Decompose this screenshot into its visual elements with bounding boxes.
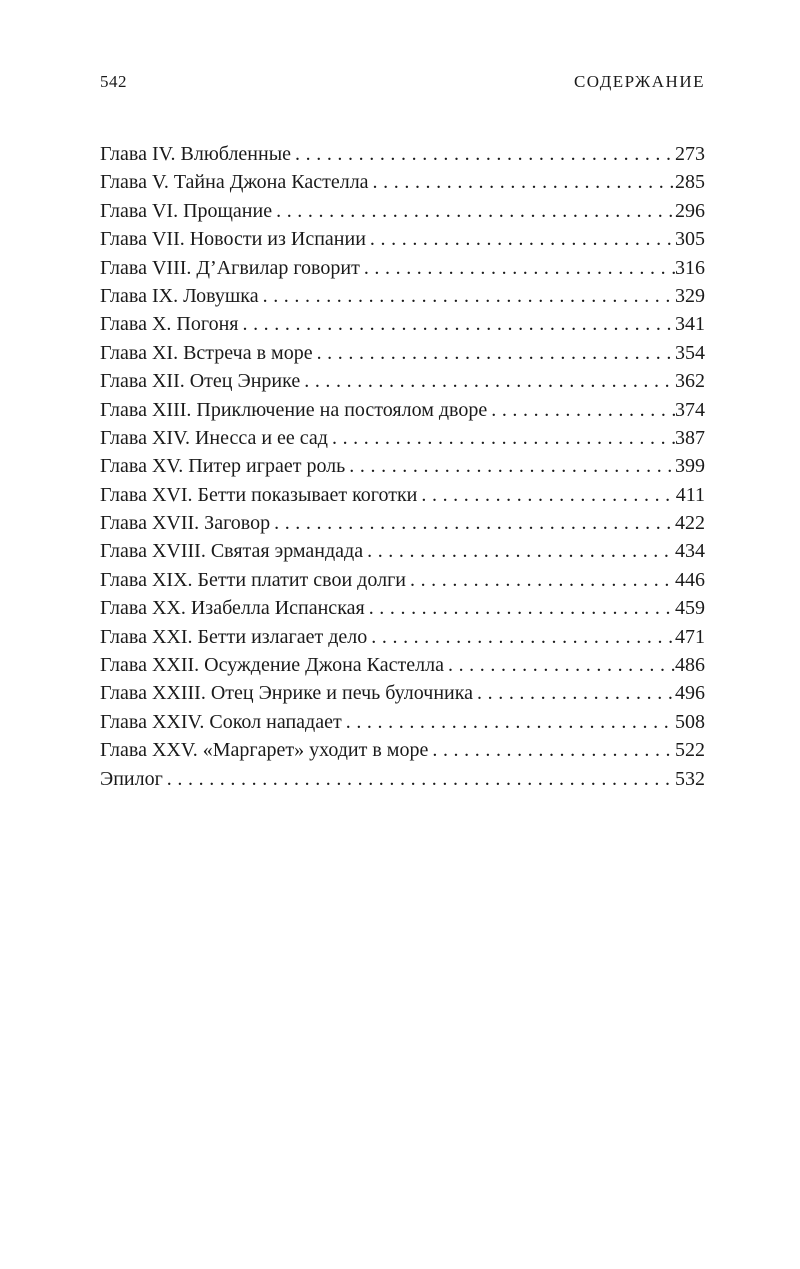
toc-entry-page: 446: [675, 568, 705, 591]
dot-leader: [276, 197, 675, 225]
toc-entry: [100, 679, 705, 707]
toc-entry-title: Глава X. Погоня: [100, 313, 239, 336]
toc-entry-title: Глава VII. Новости из Испании: [100, 228, 366, 251]
toc-entry-title: Глава XVI. Бетти показывает коготки: [100, 483, 418, 506]
toc-entry-page: 354: [675, 341, 705, 364]
dot-leader: [317, 339, 675, 367]
toc-entry: [100, 452, 705, 480]
toc-entry-page: 305: [675, 228, 705, 251]
toc-entry-page: 459: [675, 597, 705, 620]
toc-entry-page: 508: [675, 710, 705, 733]
toc-entry-title: Глава XXIV. Сокол нападает: [100, 710, 342, 733]
toc-entry: [100, 509, 705, 537]
toc-entry: [100, 594, 705, 622]
toc-entry: [100, 424, 705, 452]
toc-entry: [100, 708, 705, 736]
toc-entry: [100, 168, 705, 196]
toc-entry: [100, 765, 705, 793]
dot-leader: [410, 566, 675, 594]
dot-leader: [274, 509, 675, 537]
dot-leader: [346, 708, 675, 736]
dot-leader: [304, 367, 675, 395]
toc-entry-title: Глава XXII. Осуждение Джона Кастелла: [100, 654, 444, 677]
toc-entry: [100, 225, 705, 253]
dot-leader: [367, 537, 675, 565]
toc-entry: [100, 367, 705, 395]
toc-entry-page: 422: [675, 512, 705, 535]
toc-entry-page: 374: [675, 398, 705, 421]
toc-entry-title: Глава VIII. Д’Агвилар говорит: [100, 256, 360, 279]
toc-entry-title: Глава XV. Питер играет роль: [100, 455, 346, 478]
toc-entry-page: 411: [675, 483, 705, 506]
toc-entry: [100, 396, 705, 424]
dot-leader: [349, 452, 675, 480]
toc-entry-title: Глава XXIII. Отец Энрике и печь булочника: [100, 682, 474, 705]
toc-entry: [100, 140, 705, 168]
toc-entry-title: Глава XIII. Приключение на постоялом дворе: [100, 398, 488, 421]
toc-entry-title: Глава XVIII. Святая эрмандада: [100, 540, 364, 563]
toc-entry-page: 486: [675, 654, 705, 677]
toc-entry-title: Глава XXI. Бетти излагает дело: [100, 625, 368, 648]
dot-leader: [295, 140, 675, 168]
toc-entry-page: 329: [675, 284, 705, 307]
toc-entry-page: 341: [675, 313, 705, 336]
toc-entry-page: 387: [675, 426, 705, 449]
dot-leader: [167, 765, 675, 793]
dot-leader: [242, 310, 675, 338]
toc-entry: [100, 537, 705, 565]
toc-entry: [100, 566, 705, 594]
dot-leader: [421, 481, 675, 509]
toc-entry-page: 434: [675, 540, 705, 563]
toc-entry: [100, 736, 705, 764]
toc-entry-page: 532: [675, 767, 705, 790]
toc-entry-title: Глава XX. Изабелла Испанская: [100, 597, 365, 620]
toc-entry-title: Глава XIX. Бетти платит свои долги: [100, 568, 406, 591]
page-number: 542: [100, 72, 127, 91]
toc-entry-page: 273: [675, 143, 705, 165]
toc-entry: [100, 623, 705, 651]
toc-entry-page: 496: [675, 682, 705, 705]
dot-leader: [477, 679, 675, 707]
toc-entry-page: 296: [675, 199, 705, 222]
toc-entry-title: Глава XIV. Инесса и ее сад: [100, 426, 328, 449]
toc-entry-page: 285: [675, 171, 705, 194]
toc-entry: [100, 282, 705, 310]
dot-leader: [373, 168, 675, 196]
toc-entry-title: Глава XII. Отец Энрике: [100, 370, 301, 393]
dot-leader: [370, 225, 675, 253]
dot-leader: [263, 282, 675, 310]
toc-entry-title: Глава IV. Влюбленные: [100, 143, 292, 165]
toc-entry-title: Глава V. Тайна Джона Кастелла: [100, 171, 369, 194]
dot-leader: [448, 651, 675, 679]
toc-entry-title: Эпилог: [100, 767, 163, 790]
toc-entry: [100, 254, 705, 282]
table-of-contents: [100, 140, 705, 793]
toc-entry-page: 399: [675, 455, 705, 478]
dot-leader: [491, 396, 675, 424]
toc-entry-title: Глава XI. Встреча в море: [100, 341, 313, 364]
toc-entry-page: 316: [675, 256, 705, 279]
dot-leader: [371, 623, 675, 651]
running-head-title: СОДЕРЖАНИЕ: [573, 72, 705, 91]
toc-entry: [100, 197, 705, 225]
running-head: [100, 72, 705, 92]
toc-entry-page: 362: [675, 370, 705, 393]
toc-entry-title: Глава VI. Прощание: [100, 199, 273, 222]
toc-entry-page: 471: [675, 625, 705, 648]
toc-entry-title: Глава XVII. Заговор: [100, 512, 271, 535]
dot-leader: [364, 254, 675, 282]
dot-leader: [369, 594, 675, 622]
dot-leader: [332, 424, 675, 452]
toc-entry: [100, 481, 705, 509]
toc-entry-page: 522: [675, 739, 705, 762]
toc-entry: [100, 651, 705, 679]
toc-entry-title: Глава XXV. «Маргарет» уходит в море: [100, 739, 429, 762]
dot-leader: [432, 736, 675, 764]
toc-entry: [100, 310, 705, 338]
toc-entry-title: Глава IX. Ловушка: [100, 284, 259, 307]
toc-entry: [100, 339, 705, 367]
